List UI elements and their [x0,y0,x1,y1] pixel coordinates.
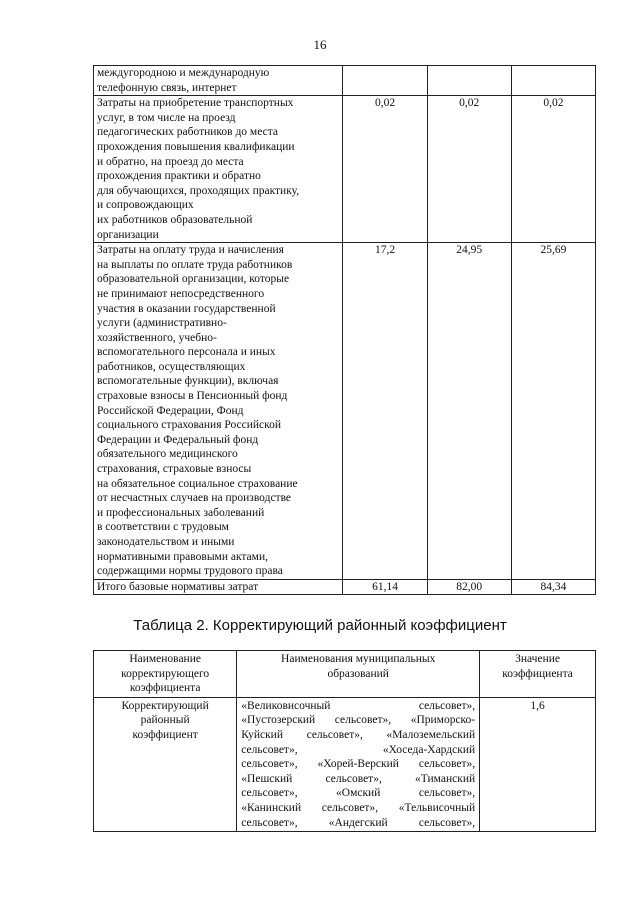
municipality-line: сельсовет», «Андегский сельсовет», [241,816,476,829]
value-year-1 [343,66,427,96]
value-year-3 [511,66,595,96]
cost-description: Затраты на приобретение транспортных услуг, в том числе на проезд педагогических работников до места прохождения повышения квалификации и обратно, на проезд до места прохождения практики и обратно для обучающихся, проходящих практику, и сопровождающих их работников образовательной организации [94,96,343,243]
total-label: Итого базовые нормативы затрат [94,579,343,595]
table-row [94,697,596,831]
value-year-2: 0,02 [427,96,511,243]
table-row [94,243,596,580]
table-row [94,66,596,96]
municipality-line: сельсовет», «Хоседа-Хардский [241,743,476,756]
header-coefficient-name: Наименование корректирующего коэффициента [94,651,237,698]
municipality-line: сельсовет», «Омский сельсовет», [241,787,476,800]
value-year-2: 24,95 [427,243,511,580]
municipality-line: «Пешский сельсовет», «Тиманский [241,772,476,785]
value-year-1: 0,02 [343,96,427,243]
table-header-row [94,651,596,698]
total-value-year-1: 61,14 [343,579,427,595]
value-year-3: 25,69 [511,243,595,580]
total-value-year-3: 84,34 [511,579,595,595]
base-norms-table [93,65,596,595]
municipality-line: «Пустозерский сельсовет», «Приморско- [241,714,476,727]
total-value-year-2: 82,00 [427,579,511,595]
cost-description: Затраты на оплату труда и начисления на выплаты по оплате труда работников образовательной организации, которые не принимают непосредственного участия в оказании государственной услуги (административно- хозяйственного, учебно- вспомогательного персонала и иных работников, осуществляющих вспомогательные функции), включая страховые взносы в Пенсионный фонд Российской Федерации, Фонд социального страхования Российской Федерации и Федеральный фонд обязательного медицинского страхования, страховые взносы на обязательное социальное страхование от несчастных случаев на производстве и профессиональных заболеваний в соответствии с трудовым законодательством и иными нормативными правовыми актами, содержащими нормы трудового права [94,243,343,580]
header-municipalities: Наименования муниципальных образований [237,651,480,698]
page-number: 16 [313,37,327,52]
municipality-line: сельсовет», «Хорей-Верский сельсовет», [241,758,476,771]
table-row [94,96,596,243]
municipality-line: «Канинский сельсовет», «Тельвисочный [241,801,476,814]
coefficient-table [93,650,596,832]
header-coefficient-value: Значение коэффициента [480,651,596,698]
total-row [94,579,596,595]
municipality-line: Куйский сельсовет», «Малоземельский [241,728,476,741]
coefficient-name: Корректирующий районный коэффициент [94,697,237,831]
municipalities-list [237,697,480,831]
municipality-line: «Великовисочный сельсовет», [241,699,476,712]
value-year-3: 0,02 [511,96,595,243]
value-year-2 [427,66,511,96]
value-year-1: 17,2 [343,243,427,580]
coefficient-value: 1,6 [480,697,596,831]
cost-description: междугородною и международную телефонную связь, интернет [94,66,343,96]
table2-title: Таблица 2. Корректирующий районный коэффициент [133,617,507,634]
